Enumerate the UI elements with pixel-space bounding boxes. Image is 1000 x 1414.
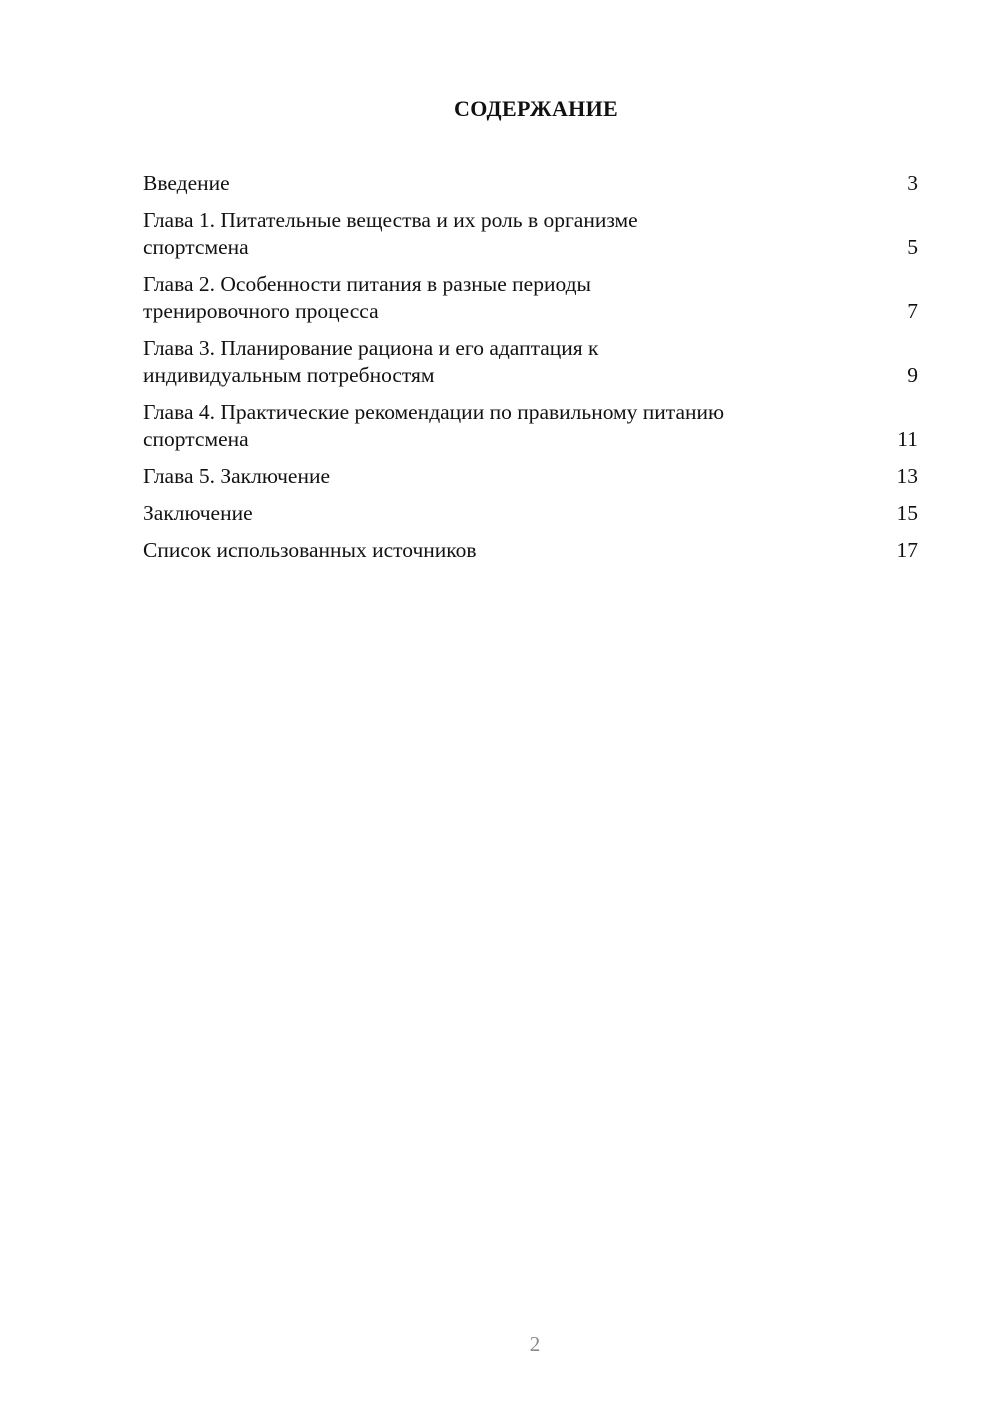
toc-entry-text xyxy=(143,335,599,389)
toc-entry-page: 17 xyxy=(896,538,918,562)
toc-entry-line: Глава 2. Особенности питания в разные периоды xyxy=(143,272,591,296)
toc-entry-line: тренировочного процесса xyxy=(143,299,379,323)
toc-entry-text xyxy=(143,170,230,197)
toc-entry-text xyxy=(143,399,724,453)
toc-title: СОДЕРЖАНИЕ xyxy=(454,96,618,121)
toc-entry[interactable] xyxy=(143,463,918,490)
toc-entry-text xyxy=(143,463,330,490)
toc-entry-text xyxy=(143,537,477,564)
toc-entry-line: Введение xyxy=(143,171,230,195)
toc-entry-page: 7 xyxy=(907,299,918,323)
toc-entry-line: Глава 4. Практические рекомендации по правильному питанию xyxy=(143,400,725,424)
toc-entry[interactable] xyxy=(143,170,918,197)
toc-entry-page: 9 xyxy=(907,363,918,387)
toc-entry-text xyxy=(143,207,638,261)
toc-entry-line: индивидуальным потребностям xyxy=(143,363,435,387)
page-number: 2 xyxy=(529,1332,541,1356)
toc-entry-line: спортсмена xyxy=(143,427,249,451)
table-of-contents xyxy=(143,170,918,574)
toc-entry-text xyxy=(143,271,591,325)
toc-entry[interactable] xyxy=(143,271,918,325)
toc-entry-page: 15 xyxy=(896,501,918,525)
toc-entry[interactable] xyxy=(143,537,918,564)
toc-entry[interactable] xyxy=(143,207,918,261)
toc-entry-line: Глава 3. Планирование рациона и его адаптация к xyxy=(143,336,599,360)
toc-entry[interactable] xyxy=(143,399,918,453)
toc-entry-line: Глава 1. Питательные вещества и их роль в организме xyxy=(143,208,638,232)
toc-entry[interactable] xyxy=(143,500,918,527)
toc-entry-text xyxy=(143,500,253,527)
toc-entry[interactable] xyxy=(143,335,918,389)
toc-entry-line: Заключение xyxy=(143,501,253,525)
toc-entry-page: 13 xyxy=(896,464,918,488)
toc-entry-line: Список использованных источников xyxy=(143,538,477,562)
toc-entry-line: Глава 5. Заключение xyxy=(143,464,331,488)
toc-entry-page: 5 xyxy=(907,235,918,259)
toc-entry-page: 11 xyxy=(897,427,918,451)
toc-entry-line: спортсмена xyxy=(143,235,249,259)
toc-entry-page: 3 xyxy=(907,171,918,195)
